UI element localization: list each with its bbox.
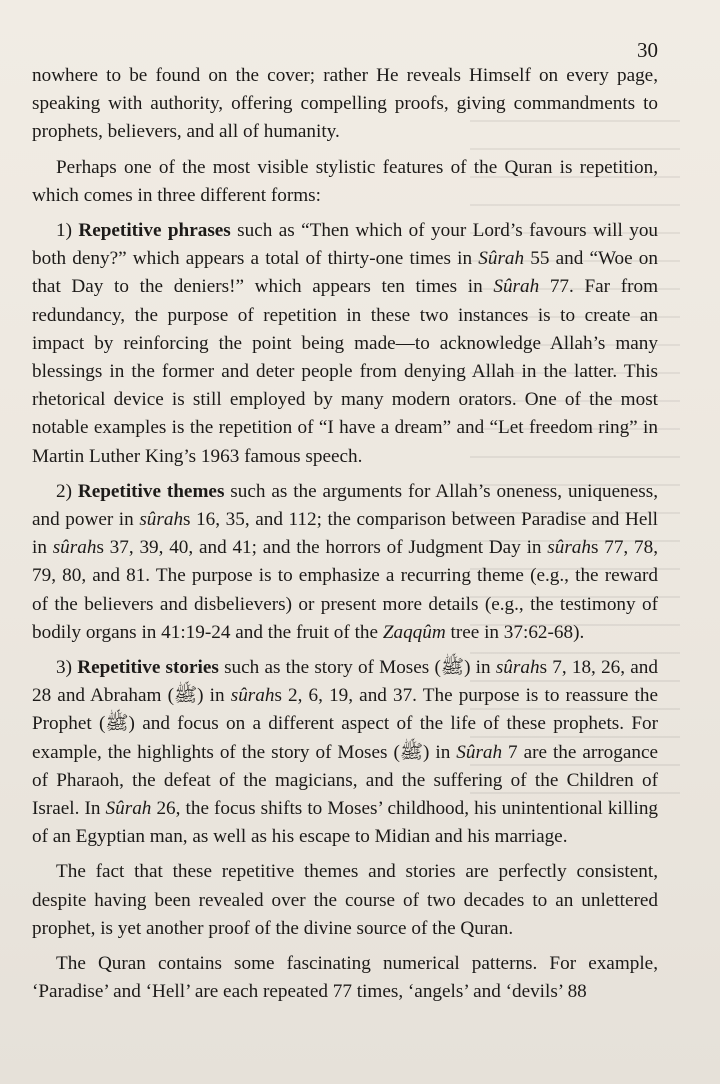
list-text: such as the story of Moses (ﷺ) in <box>218 657 496 679</box>
list-text: 77. Far from redundancy, the purpose of repetition in these two instances is to create an impact by reinforcing the point being made—to acknowledge Allah’s many blessings in the former and deter people from denying Allah in the latter. This rhetorical device is still employed by many modern orators. One of the most notable examples is the repetition of “I have a dream” and “Let freedom ring” in Martin Luther King’s 1963 famous speech. <box>32 276 658 467</box>
surah-term: Sûrah <box>456 741 503 763</box>
list-text: s 7, 18, 26, and 28 and Abraham (ﷺ) in <box>32 657 658 707</box>
list-text: 55 and “Woe on that Day to the deniers!” which appears ten times in <box>32 248 658 298</box>
list-text: s 16, 35, and 112; the comparison between Paradise and Hell in <box>32 509 658 559</box>
paragraph-repetition-intro: Perhaps one of the most visible stylistic features of the Quran is repetition, which comes in three different forms: <box>32 156 658 206</box>
list-text: tree in 37:62-68). <box>445 621 585 643</box>
surah-term: Sûrah <box>493 276 540 298</box>
surah-term: sûrah <box>547 537 591 559</box>
list-item-repetitive-stories <box>32 654 658 851</box>
list-number: 2) <box>56 480 72 502</box>
surah-term: sûrah <box>52 537 97 559</box>
list-text: 26, the focus shifts to Moses’ childhood, his unintentional killing of an Egyptian man, as well as his escape to Midian and his marriage. <box>32 798 659 848</box>
paragraph-consistency: The fact that these repetitive themes and stories are perfectly consistent, despite having been revealed over the course of two decades to an unlettered prophet, is yet another proof of the divine source of the Quran. <box>32 861 658 939</box>
surah-term: sûrah <box>139 509 184 531</box>
list-heading: Repetitive phrases <box>78 220 231 242</box>
body-text <box>32 62 658 1014</box>
surah-term: Sûrah <box>105 798 152 820</box>
list-text: s 37, 39, 40, and 41; and the horrors of Judgment Day in <box>96 537 548 559</box>
zaqqum-term: Zaqqûm <box>382 621 446 643</box>
list-text: s 77, 78, 79, 80, and 81. The purpose is to emphasize a recurring theme (e.g., the reward of the believers and disbelievers) or present more details (e.g., the testimony of bodily organs in 41:19-24 and the fruit of the <box>32 537 658 643</box>
list-text: such as “Then which of your Lord’s favours will you both deny?” which appears a total of thirty-one times in <box>32 220 659 270</box>
list-number: 3) <box>56 657 72 679</box>
surah-term: Sûrah <box>478 248 525 270</box>
list-number: 1) <box>56 220 72 242</box>
list-text: s 2, 6, 19, and 37. The purpose is to reassure the Prophet (ﷺ) and focus on a different aspect of the life of these prophets. For example, the highlights of the story of Moses (ﷺ) in <box>32 685 658 763</box>
page-number: 30 <box>637 38 658 62</box>
surah-term: sûrah <box>230 685 275 707</box>
list-heading: Repetitive themes <box>77 480 225 502</box>
list-text: 7 are the arrogance of Pharaoh, the defeat of the magicians, and the suffering of the Children of Israel. In <box>32 741 658 820</box>
paragraph-numerical-patterns: The Quran contains some fascinating numerical patterns. For example, ‘Paradise’ and ‘Hell’ are each repeated 77 times, ‘angels’ and ‘devils’ 88 <box>32 953 658 1003</box>
list-text: such as the arguments for Allah’s oneness, uniqueness, and power in <box>32 480 659 531</box>
paragraph-continuation: nowhere to be found on the cover; rather He reveals Himself on every page, speaking with authority, offering compelling proofs, giving commandments to prophets, believers, and all of humanity. <box>32 65 658 143</box>
list-heading: Repetitive stories <box>77 657 219 679</box>
list-item-repetitive-themes <box>32 478 658 647</box>
list-item-repetitive-phrases <box>32 217 658 471</box>
surah-term: sûrah <box>495 657 540 679</box>
